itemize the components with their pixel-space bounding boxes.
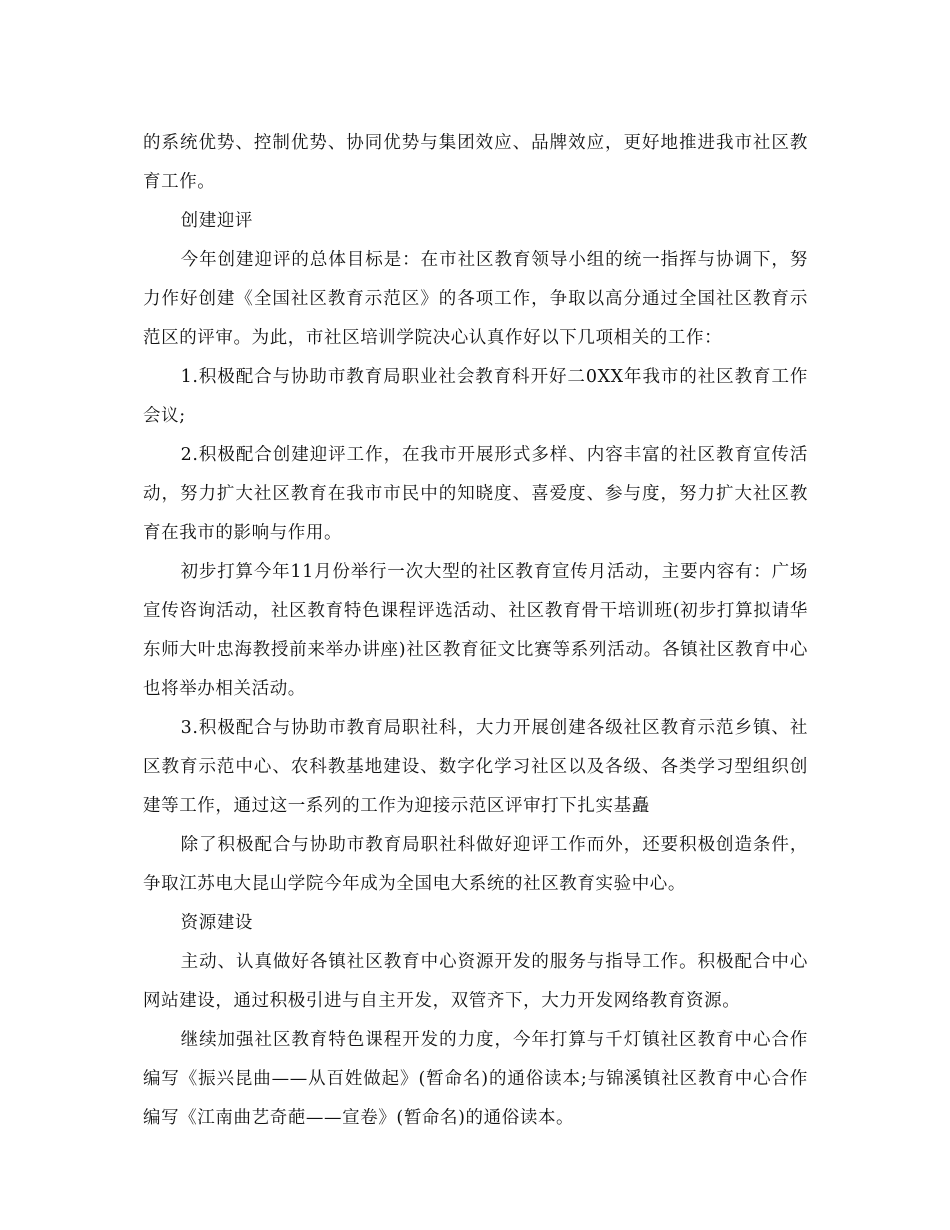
paragraph-overall-goal: 今年创建迎评的总体目标是：在市社区教育领导小组的统一指挥与协调下，努力作好创建《全国社区教育示范区》的各项工作，争取以高分通过全国社区教育示范区的评审。为此，市社区培训学院决心认真作好以下几项相关的工作： [143, 250, 808, 348]
paragraph-publicity-month: 初步打算今年11月份举行一次大型的社区教育宣传月活动，主要内容有：广场宣传咨询活动，社区教育特色课程评选活动、社区教育骨干培训班(初步打算拟请华东师大叶忠海教授前来举办讲座)社区教育征文比赛等系列活动。各镇社区教育中心也将举办相关活动。 [143, 562, 808, 699]
paragraph-resource-service: 主动、认真做好各镇社区教育中心资源开发的服务与指导工作。积极配合中心网站建设，通过积极引进与自主开发，双管齐下，大力开发网络教育资源。 [143, 952, 808, 1011]
paragraph-item-3: 3.积极配合与协助市教育局职社科，大力开展创建各级社区教育示范乡镇、社区教育示范中心、农科教基地建设、数字化学习社区以及各级、各类学习型组织创建等工作，通过这一系列的工作为迎接示范区评审打下扎实基矗 [143, 718, 808, 816]
paragraph-item-2: 2.积极配合创建迎评工作，在我市开展形式多样、内容丰富的社区教育宣传活动，努力扩大社区教育在我市市民中的知晓度、喜爱度、参与度，努力扩大社区教育在我市的影响与作用。 [143, 445, 808, 543]
document-body [143, 124, 808, 1138]
paragraph-item-1: 1.积极配合与协助市教育局职业社会教育科开好二0XX年我市的社区教育工作会议; [143, 367, 808, 426]
paragraph-continuation: 的系统优势、控制优势、协同优势与集团效应、品牌效应，更好地推进我市社区教育工作。 [143, 133, 808, 192]
paragraph-course-development: 继续加强社区教育特色课程开发的力度，今年打算与千灯镇社区教育中心合作编写《振兴昆曲——从百姓做起》(暂命名)的通俗读本;与锦溪镇社区教育中心合作编写《江南曲艺奇葩——宣卷》(暂命名)的通俗读本。 [143, 1030, 808, 1128]
section-heading-create-evaluation: 创建迎评 [180, 211, 254, 231]
paragraph-experiment-center: 除了积极配合与协助市教育局职社科做好迎评工作而外，还要积极创造条件，争取江苏电大昆山学院今年成为全国电大系统的社区教育实验中心。 [143, 835, 808, 894]
section-heading-resource-building: 资源建设 [180, 913, 254, 933]
